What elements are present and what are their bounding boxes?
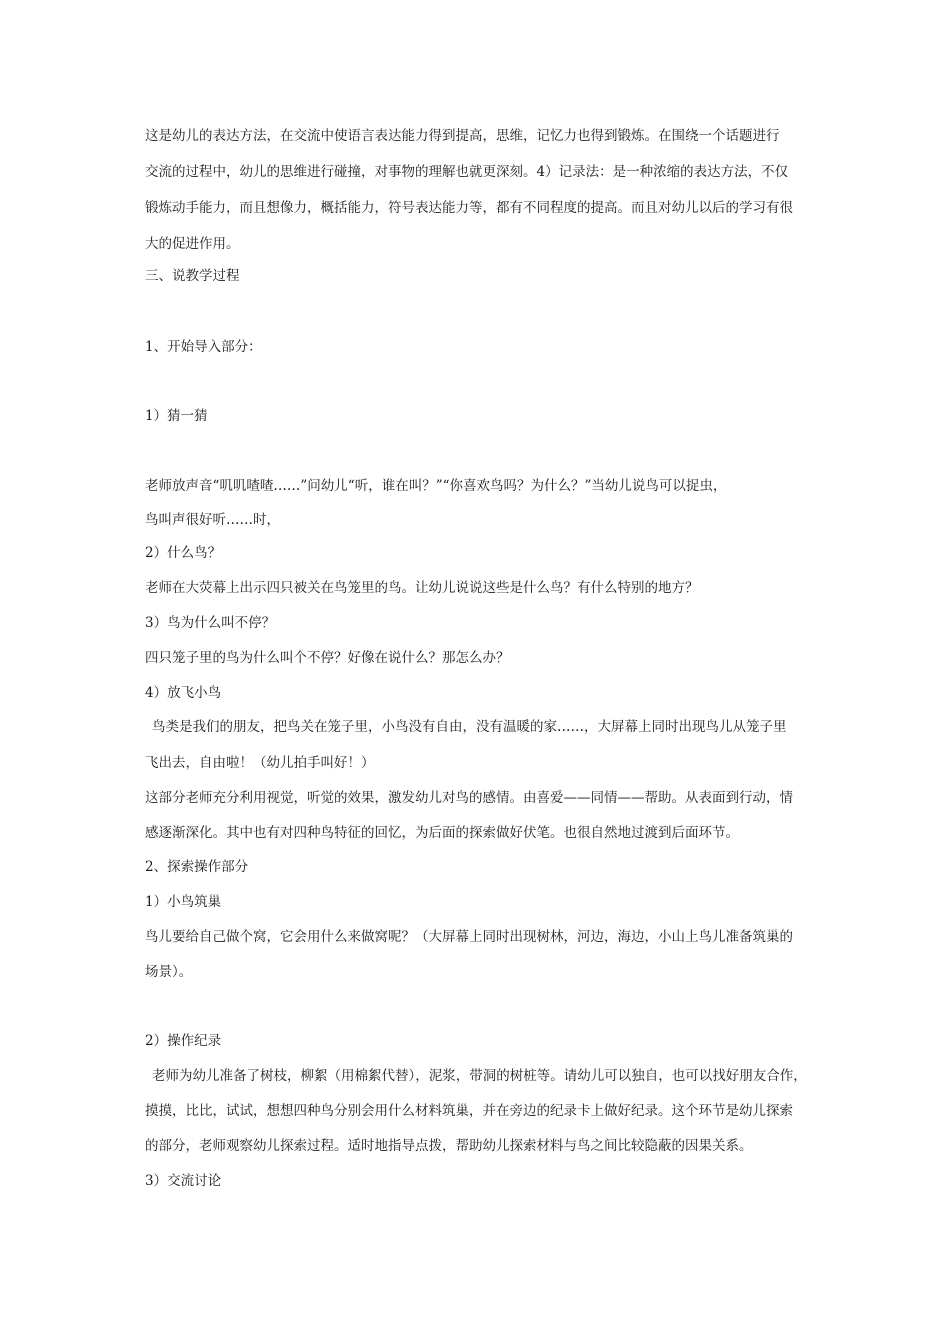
section-heading: 三、说教学过程 <box>145 268 240 284</box>
paragraph-line: 的部分，老师观察幼儿探索过程。适时地指导点拨，帮助幼儿探索材料与鸟之间比较隐蔽的因果关系。 <box>145 1138 753 1154</box>
paragraph-line: 飞出去，自由啦！（幼儿拍手叫好！） <box>145 755 375 771</box>
paragraph-line: 四只笼子里的鸟为什么叫个不停？好像在说什么？那怎么办？ <box>145 650 510 666</box>
paragraph-line: 场景）。 <box>145 964 193 980</box>
paragraph-line: 这部分老师充分利用视觉，听觉的效果，激发幼儿对鸟的感情。由喜爱——同情——帮助。从表面到行动，情 <box>145 790 793 806</box>
item-heading: 1）小鸟筑巢 <box>145 894 222 910</box>
paragraph-line: 交流的过程中，幼儿的思维进行碰撞，对事物的理解也就更深刻。4）记录法：是一种浓缩的表达方法，不仅 <box>145 164 789 180</box>
item-heading: 4）放飞小鸟 <box>145 685 222 701</box>
subsection-heading: 2、探索操作部分 <box>145 859 249 875</box>
paragraph-line: 大的促进作用。 <box>145 236 240 252</box>
paragraph-line: 鸟儿要给自己做个窝，它会用什么来做窝呢？（大屏幕上同时出现树林，河边，海边，小山上鸟儿准备筑巢的 <box>145 929 793 945</box>
paragraph-line: 老师放声音“叽叽喳喳……”问幼儿“听，谁在叫？”“你喜欢鸟吗？为什么？”当幼儿说鸟可以捉虫， <box>145 478 727 494</box>
paragraph-line: 鸟类是我们的朋友，把鸟关在笼子里，小鸟没有自由，没有温暖的家……，大屏幕上同时出现鸟儿从笼子里 <box>152 719 787 735</box>
item-heading: 2）什么鸟？ <box>145 545 222 561</box>
item-heading: 1）猜一猜 <box>145 408 208 424</box>
paragraph-line: 老师为幼儿准备了树枝，柳絮（用棉絮代替），泥浆，带洞的树桩等。请幼儿可以独自，也可以找好朋友合作， <box>152 1068 807 1084</box>
subsection-heading: 1、开始导入部分： <box>145 339 262 355</box>
paragraph-line: 老师在大荧幕上出示四只被关在鸟笼里的鸟。让幼儿说说这些是什么鸟？有什么特别的地方？ <box>145 580 699 596</box>
paragraph-line: 鸟叫声很好听……时， <box>145 512 280 528</box>
paragraph-line: 锻炼动手能力，而且想像力，概括能力，符号表达能力等，都有不同程度的提高。而且对幼儿以后的学习有很 <box>145 200 793 216</box>
item-heading: 3）鸟为什么叫不停？ <box>145 615 276 631</box>
item-heading: 2）操作纪录 <box>145 1033 222 1049</box>
paragraph-line: 摸摸，比比，试试，想想四种鸟分别会用什么材料筑巢，并在旁边的纪录卡上做好纪录。这个环节是幼儿探索 <box>145 1103 793 1119</box>
item-heading: 3）交流讨论 <box>145 1173 222 1189</box>
paragraph-line: 感逐渐深化。其中也有对四种鸟特征的回忆，为后面的探索做好伏笔。也很自然地过渡到后面环节。 <box>145 825 739 841</box>
paragraph-line: 这是幼儿的表达方法，在交流中使语言表达能力得到提高，思维，记忆力也得到锻炼。在围绕一个话题进行 <box>145 128 780 144</box>
